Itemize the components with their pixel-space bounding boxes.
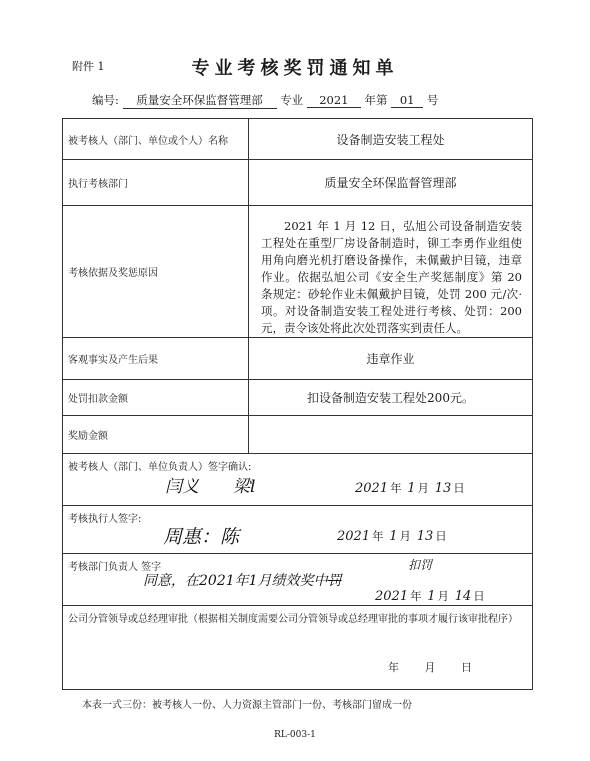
number-prefix: 编号: <box>92 93 119 107</box>
head-signature: 同意，在2021年1月绩效奖中罚 <box>143 573 342 589</box>
head-signature-insert: 扣罚 <box>408 558 433 572</box>
number-department: 质量安全环保监督管理部 <box>123 92 277 109</box>
fact-value: 违章作业 <box>366 352 415 366</box>
page-title: 专业考核奖罚通知单 <box>191 58 399 79</box>
penalty-label: 处罚扣款金额 <box>63 380 249 415</box>
approval-date: 年 月 日 <box>388 661 472 674</box>
confirm-label: 被考核人（部门、单位负责人）签字确认: <box>68 462 252 473</box>
examined-label: 被考核人（部门、单位或个人）名称 <box>63 119 249 159</box>
head-date: 2021 年 1 月 14 日 <box>375 589 485 604</box>
number-serial: 01 <box>391 93 423 108</box>
serial-suffix: 号 <box>426 93 439 107</box>
approval-label: 公司分管领导或总经理审批（根据相关制度需要公司分管领导或总经理审批的事项才履行该审批程序） <box>68 614 518 625</box>
reward-label: 奖励金额 <box>63 416 249 453</box>
year-label: 年第 <box>364 93 388 107</box>
examined-value: 设备制造安装工程处 <box>336 132 445 147</box>
fact-label: 客观事实及产生后果 <box>63 338 249 379</box>
confirm-date: 2021 年 1 月 13 日 <box>355 481 465 496</box>
form-code: RL-003-1 <box>274 730 316 740</box>
head-row <box>63 553 532 605</box>
exec-value: 质量安全环保监督管理部 <box>324 176 457 190</box>
exec-label: 执行考核部门 <box>63 160 249 205</box>
basis-label: 考核依据及奖惩原因 <box>63 206 249 337</box>
fact-row <box>63 337 532 379</box>
penalty-value: 扣设备制造安装工程处200元。 <box>307 391 474 405</box>
examined-row <box>63 119 532 159</box>
confirm-row <box>63 453 532 505</box>
executor-row <box>63 505 532 553</box>
notice-form <box>62 118 533 690</box>
reward-row <box>63 415 532 453</box>
basis-row <box>63 205 532 337</box>
confirm-signature: 闫义 梁l <box>165 477 256 497</box>
penalty-row <box>63 379 532 415</box>
basis-text: 2021 年 1 月 12 日，弘旭公司设备制造安装工程处在重型厂房设备制造时，铆工李勇作业组使用角向磨光机打磨设备操作，未佩戴护目镜，违章作业。依据弘旭公司《安全生产奖惩制度》第 20 条规定：砂轮作业未佩戴护目镜，处罚 200 元/次·项。对设备制造安装工程处进行考核、处罚：200 元，责令该处将此次处罚落实到责任人。 <box>261 219 522 335</box>
reward-value <box>249 416 532 453</box>
executor-signature: 周惠：陈 <box>163 526 240 548</box>
number-line <box>92 92 438 109</box>
approval-row <box>63 605 532 689</box>
head-label: 考核部门负责人 签字 <box>68 562 162 573</box>
exec-row <box>63 159 532 205</box>
specialty-label: 专业 <box>280 93 304 107</box>
number-year: 2021 <box>307 93 361 108</box>
executor-date: 2021 年 1 月 13 日 <box>337 529 447 544</box>
footer-note: 本表一式三份：被考核人一份、人力资源主管部门一份、考核部门留成一份 <box>82 700 412 711</box>
attachment-label: 附件 1 <box>72 60 105 73</box>
executor-label: 考核执行人签字: <box>68 514 142 525</box>
